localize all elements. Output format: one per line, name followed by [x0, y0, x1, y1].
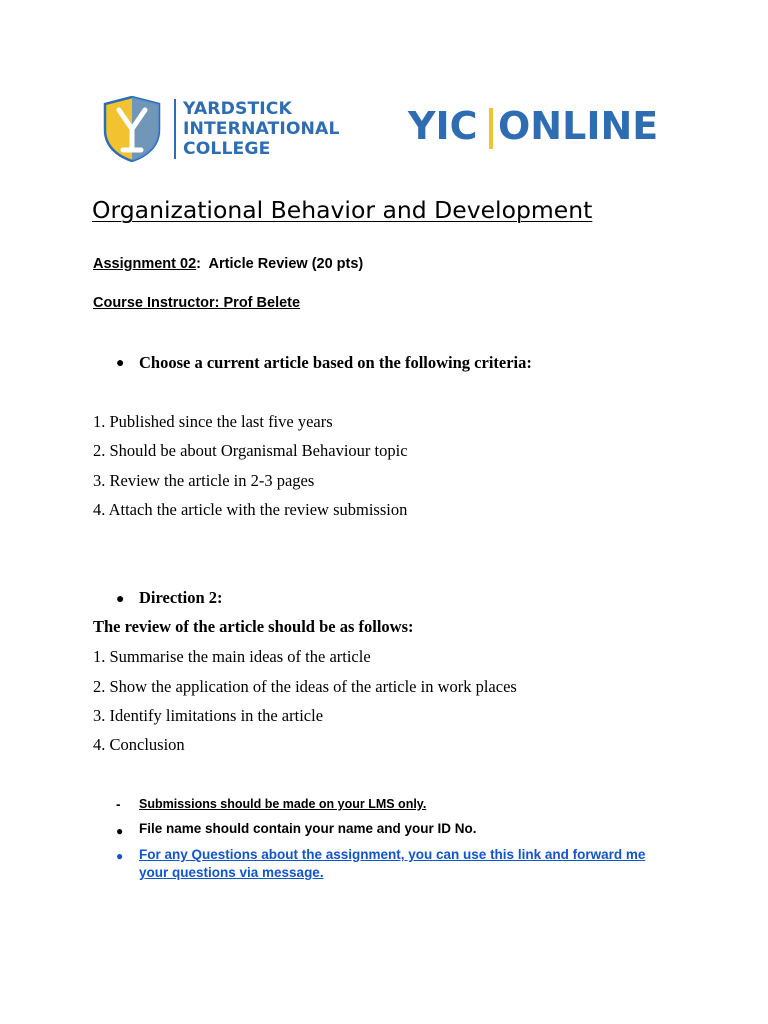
shield-icon — [103, 96, 161, 162]
submission-note: Submissions should be made on your LMS only. — [139, 797, 427, 811]
assignment-line — [93, 256, 363, 272]
list-item: 1. Summarise the main ideas of the article — [93, 647, 371, 666]
bullet-icon: ● — [116, 824, 124, 838]
brand-separator — [489, 108, 493, 149]
bullet-icon: ● — [116, 849, 124, 863]
list-item: 1. Published since the last five years — [93, 412, 333, 431]
assignment-text: Article Review (20 pts) — [208, 256, 364, 272]
college-logo — [103, 96, 343, 164]
direction-heading: Direction 2: — [139, 588, 223, 607]
list-item: 2. Show the application of the ideas of the article in work places — [93, 677, 517, 696]
logo-divider — [174, 99, 176, 159]
dash-marker: - — [116, 797, 121, 812]
list-item: 3. Identify limitations in the article — [93, 706, 324, 725]
assignment-label: Assignment 02 — [93, 256, 197, 272]
assignment-separator: : — [196, 256, 201, 272]
college-name-line: COLLEGE — [183, 139, 271, 159]
brand-right: ONLINE — [498, 104, 659, 148]
bullet-icon: ● — [116, 356, 125, 371]
list-item: 2. Should be about Organismal Behaviour topic — [93, 441, 408, 460]
bullet-icon: ● — [116, 592, 125, 607]
college-name-line: YARDSTICK — [183, 99, 292, 119]
brand-left: YIC — [408, 104, 478, 148]
questions-link-continued[interactable]: your questions via message. — [139, 865, 324, 880]
college-name — [183, 99, 340, 159]
file-name-note: File name should contain your name and your ID No. — [139, 821, 477, 836]
review-intro: The review of the article should be as follows: — [93, 617, 414, 636]
list-item: 4. Conclusion — [93, 735, 185, 754]
questions-link[interactable]: For any Questions about the assignment, you can use this link and forward me — [139, 847, 646, 862]
yic-online-logo — [408, 103, 664, 153]
instructor-line: Course Instructor: Prof Belete — [93, 295, 301, 311]
college-name-line: INTERNATIONAL — [183, 119, 340, 139]
list-item: 4. Attach the article with the review submission — [93, 500, 408, 519]
criteria-heading: Choose a current article based on the following criteria: — [139, 353, 532, 372]
page-title: Organizational Behavior and Development — [92, 196, 593, 224]
list-item: 3. Review the article in 2-3 pages — [93, 471, 315, 490]
